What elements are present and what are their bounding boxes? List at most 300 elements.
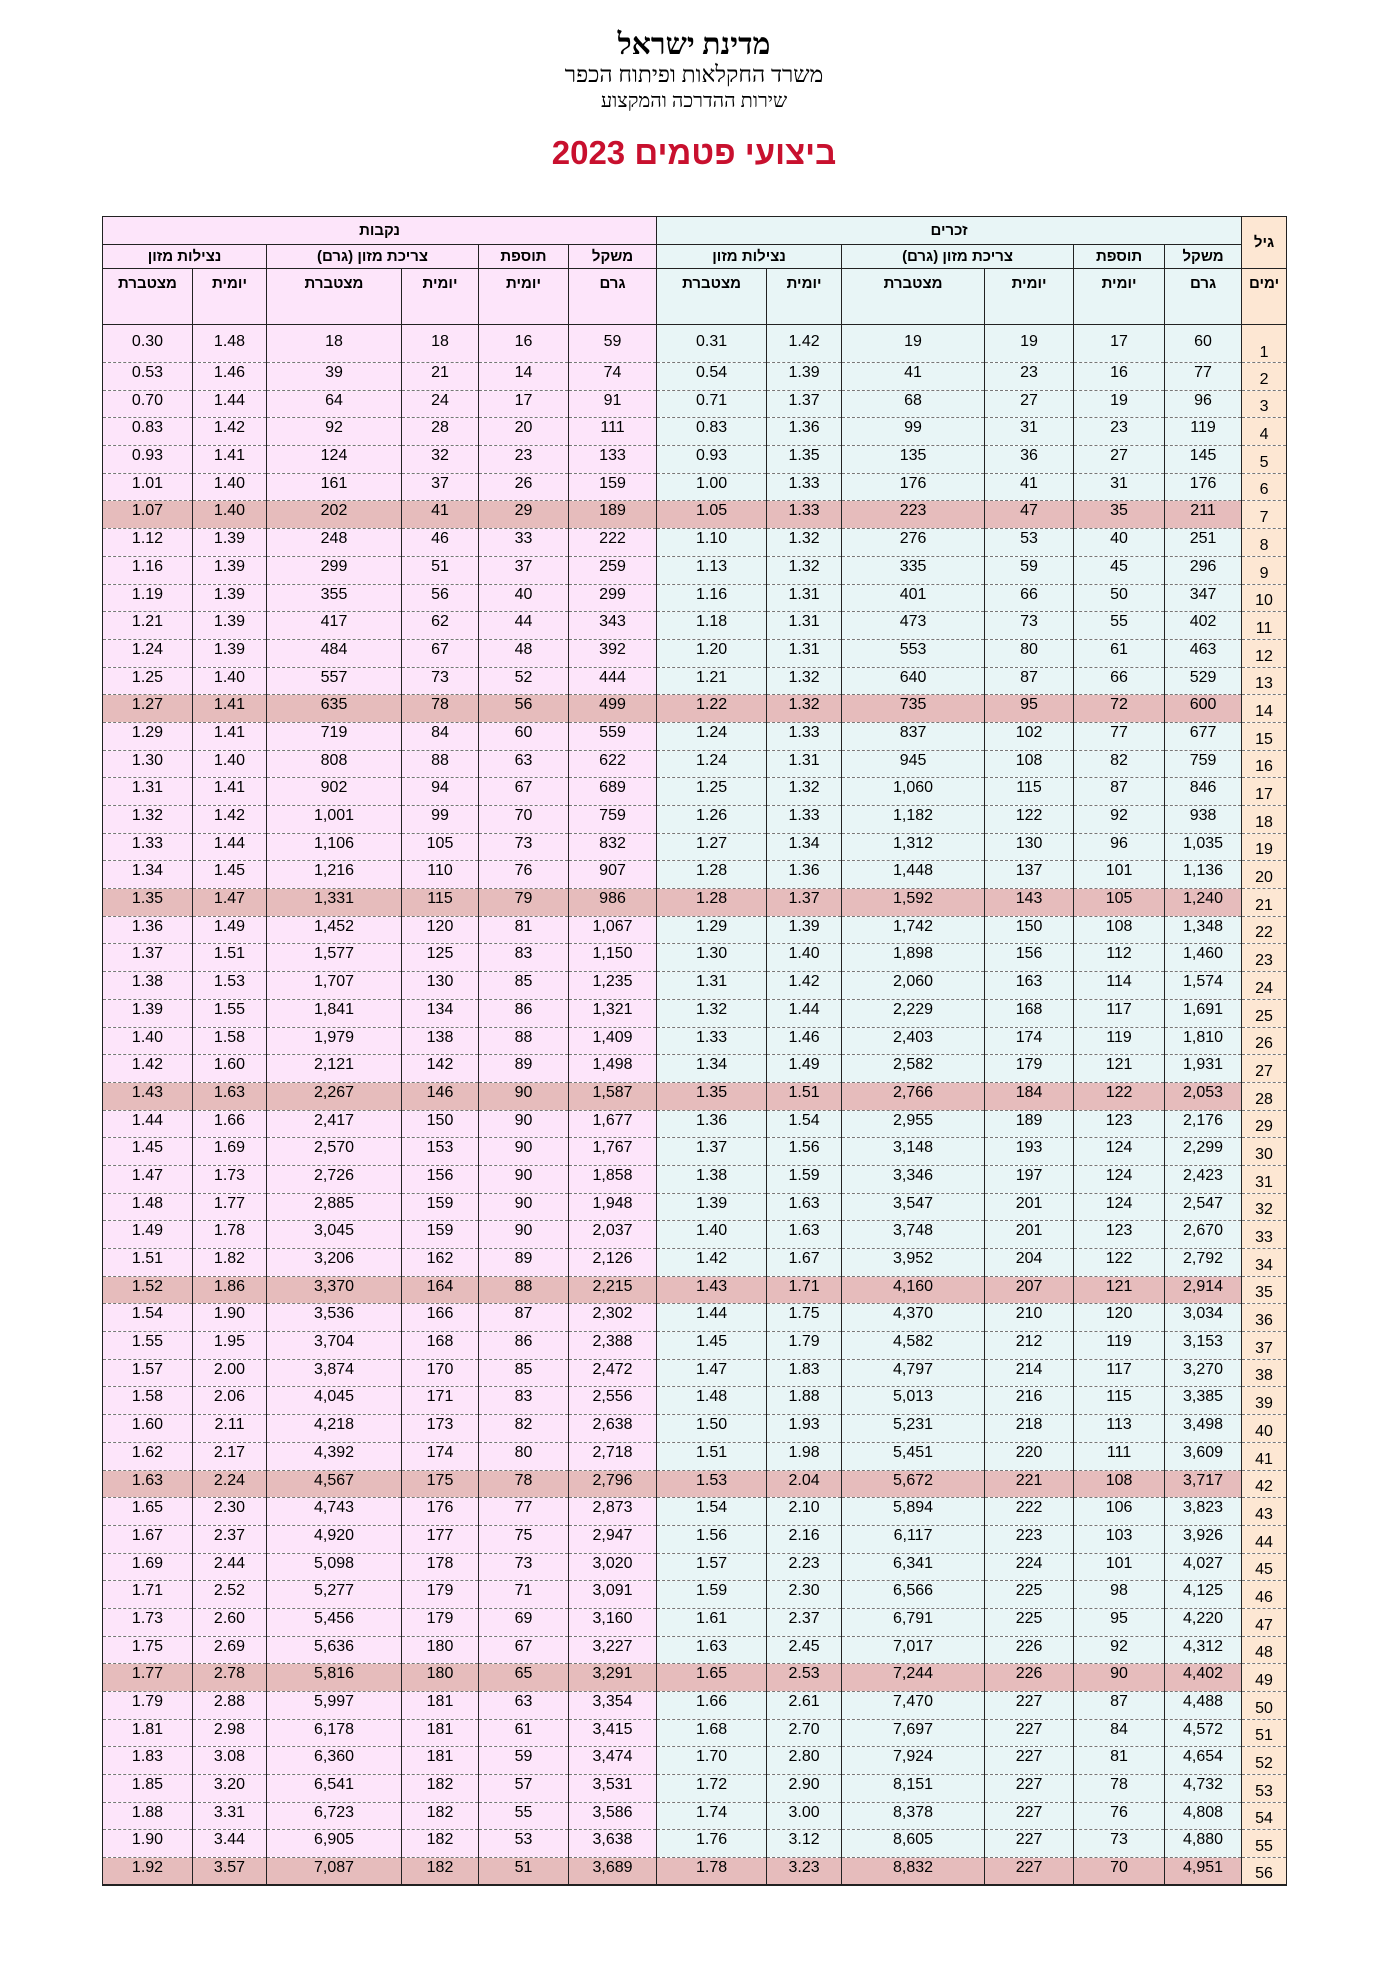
female-daily-conversion-cell: 1.58	[193, 1027, 267, 1055]
male-cumulative-conversion-cell: 1.32	[657, 999, 767, 1027]
male-daily-conversion-cell: 1.59	[767, 1165, 842, 1193]
male-weight-cell: 759	[1165, 750, 1242, 778]
female-daily-conversion-cell: 1.73	[193, 1165, 267, 1193]
male-cumulative-feed-cell: 223	[842, 501, 985, 529]
age-day-cell: 17	[1242, 778, 1287, 806]
female-daily-conversion-cell: 1.78	[193, 1221, 267, 1249]
table-row	[103, 1498, 1287, 1526]
male-gain-cell: 98	[1074, 1581, 1165, 1609]
female-cumulative-feed-cell: 5,997	[267, 1692, 402, 1720]
male-cumulative-feed-cell: 4,797	[842, 1359, 985, 1387]
male-daily-conversion-cell: 1.63	[767, 1193, 842, 1221]
table-row	[103, 999, 1287, 1027]
female-cumulative-conversion-cell: 1.75	[103, 1636, 193, 1664]
female-cumulative-conversion-cell: 1.85	[103, 1775, 193, 1803]
age-day-cell: 19	[1242, 833, 1287, 861]
male-cumulative-feed-cell: 735	[842, 695, 985, 723]
female-daily-conversion-cell: 2.52	[193, 1581, 267, 1609]
female-cumulative-conversion-cell: 1.12	[103, 529, 193, 557]
male-cumulative-conversion-cell: 1.44	[657, 1304, 767, 1332]
male-cumulative-feed-cell: 41	[842, 363, 985, 391]
female-cumulative-feed-cell: 3,045	[267, 1221, 402, 1249]
male-daily-conversion-cell: 2.80	[767, 1747, 842, 1775]
male-cumulative-conversion-cell: 1.26	[657, 806, 767, 834]
male-gain-cell: 113	[1074, 1415, 1165, 1443]
female-daily-feed-cell: 67	[402, 639, 479, 667]
female-daily-conversion-cell: 1.55	[193, 999, 267, 1027]
male-weight-cell: 2,792	[1165, 1249, 1242, 1277]
male-gain-cell: 84	[1074, 1719, 1165, 1747]
female-daily-feed-cell: 78	[402, 695, 479, 723]
male-conv-cumulative-header: מצטברת	[657, 269, 767, 325]
male-cumulative-conversion-cell: 1.18	[657, 612, 767, 640]
male-daily-conversion-cell: 1.44	[767, 999, 842, 1027]
female-gain-cell: 44	[479, 612, 569, 640]
female-feed-conversion-header: נצילות מזון	[103, 245, 267, 269]
female-cumulative-feed-cell: 64	[267, 390, 402, 418]
table-row	[103, 325, 1287, 363]
male-gain-cell: 61	[1074, 639, 1165, 667]
male-daily-feed-cell: 189	[985, 1110, 1074, 1138]
male-daily-feed-cell: 168	[985, 999, 1074, 1027]
male-cumulative-feed-cell: 7,924	[842, 1747, 985, 1775]
male-gain-cell: 121	[1074, 1055, 1165, 1083]
male-daily-conversion-cell: 1.37	[767, 889, 842, 917]
female-weight-cell: 1,150	[569, 944, 657, 972]
age-day-cell: 38	[1242, 1359, 1287, 1387]
female-cumulative-feed-cell: 5,456	[267, 1608, 402, 1636]
male-cumulative-feed-cell: 2,955	[842, 1110, 985, 1138]
male-weight-cell: 3,717	[1165, 1470, 1242, 1498]
male-cumulative-conversion-cell: 1.54	[657, 1498, 767, 1526]
table-row	[103, 1249, 1287, 1277]
female-cumulative-feed-cell: 2,267	[267, 1082, 402, 1110]
female-weight-cell: 74	[569, 363, 657, 391]
female-cumulative-feed-cell: 6,723	[267, 1802, 402, 1830]
table-row	[103, 1193, 1287, 1221]
male-cumulative-conversion-cell: 1.66	[657, 1692, 767, 1720]
female-daily-conversion-cell: 1.45	[193, 861, 267, 889]
table-row	[103, 944, 1287, 972]
female-daily-feed-cell: 166	[402, 1304, 479, 1332]
male-cumulative-feed-cell: 2,582	[842, 1055, 985, 1083]
male-cumulative-conversion-cell: 1.65	[657, 1664, 767, 1692]
table-row	[103, 1082, 1287, 1110]
male-cumulative-feed-cell: 2,403	[842, 1027, 985, 1055]
female-daily-conversion-cell: 1.40	[193, 501, 267, 529]
female-gain-cell: 86	[479, 1332, 569, 1360]
male-daily-conversion-cell: 1.40	[767, 944, 842, 972]
female-weight-cell: 1,948	[569, 1193, 657, 1221]
female-gain-cell: 90	[479, 1165, 569, 1193]
female-weight-cell: 1,587	[569, 1082, 657, 1110]
female-cumulative-feed-cell: 2,726	[267, 1165, 402, 1193]
male-weight-cell: 4,402	[1165, 1664, 1242, 1692]
male-daily-conversion-cell: 3.12	[767, 1830, 842, 1858]
male-daily-conversion-cell: 2.16	[767, 1525, 842, 1553]
female-daily-feed-cell: 37	[402, 473, 479, 501]
male-daily-conversion-cell: 1.56	[767, 1138, 842, 1166]
male-cumulative-conversion-cell: 0.31	[657, 325, 767, 363]
female-daily-conversion-cell: 2.06	[193, 1387, 267, 1415]
female-gain-cell: 88	[479, 1027, 569, 1055]
male-daily-conversion-cell: 1.39	[767, 916, 842, 944]
male-cumulative-feed-cell: 99	[842, 418, 985, 446]
female-weight-cell: 1,858	[569, 1165, 657, 1193]
female-gain-cell: 86	[479, 999, 569, 1027]
male-cumulative-conversion-cell: 1.22	[657, 695, 767, 723]
male-cumulative-feed-cell: 8,832	[842, 1858, 985, 1886]
male-cumulative-conversion-cell: 1.39	[657, 1193, 767, 1221]
female-cumulative-feed-cell: 2,417	[267, 1110, 402, 1138]
male-weight-cell: 529	[1165, 667, 1242, 695]
table-row	[103, 501, 1287, 529]
age-day-cell: 22	[1242, 916, 1287, 944]
male-cumulative-conversion-cell: 1.28	[657, 889, 767, 917]
male-weight-cell: 1,691	[1165, 999, 1242, 1027]
male-cumulative-conversion-cell: 1.43	[657, 1276, 767, 1304]
days-header: ימים	[1242, 269, 1287, 325]
female-daily-conversion-cell: 1.41	[193, 695, 267, 723]
female-daily-feed-cell: 146	[402, 1082, 479, 1110]
male-weight-cell: 4,220	[1165, 1608, 1242, 1636]
male-gain-cell: 124	[1074, 1193, 1165, 1221]
female-daily-feed-cell: 168	[402, 1332, 479, 1360]
male-daily-feed-cell: 156	[985, 944, 1074, 972]
age-day-cell: 8	[1242, 529, 1287, 557]
table-row	[103, 750, 1287, 778]
male-gain-cell: 73	[1074, 1830, 1165, 1858]
female-gain-cell: 48	[479, 639, 569, 667]
female-cumulative-conversion-cell: 1.92	[103, 1858, 193, 1886]
table-row	[103, 418, 1287, 446]
female-cumulative-conversion-cell: 0.93	[103, 446, 193, 474]
female-gain-cell: 85	[479, 1359, 569, 1387]
female-daily-conversion-cell: 3.08	[193, 1747, 267, 1775]
male-cumulative-conversion-cell: 1.27	[657, 833, 767, 861]
table-row	[103, 1359, 1287, 1387]
male-weight-cell: 2,423	[1165, 1165, 1242, 1193]
male-gain-header: תוספת	[1074, 245, 1165, 269]
female-cumulative-feed-cell: 5,816	[267, 1664, 402, 1692]
male-cumulative-conversion-cell: 1.36	[657, 1110, 767, 1138]
age-day-cell: 3	[1242, 390, 1287, 418]
female-cumulative-feed-cell: 6,541	[267, 1775, 402, 1803]
female-cumulative-feed-cell: 2,885	[267, 1193, 402, 1221]
page-title: ביצועי פטמים 2023	[551, 134, 837, 171]
age-day-cell: 37	[1242, 1332, 1287, 1360]
male-daily-feed-cell: 225	[985, 1581, 1074, 1609]
male-weight-cell: 60	[1165, 325, 1242, 363]
male-daily-conversion-cell: 1.35	[767, 446, 842, 474]
male-cumulative-feed-cell: 3,148	[842, 1138, 985, 1166]
female-cumulative-conversion-cell: 1.27	[103, 695, 193, 723]
male-gain-cell: 112	[1074, 944, 1165, 972]
female-cumulative-conversion-cell: 1.54	[103, 1304, 193, 1332]
male-weight-cell: 4,312	[1165, 1636, 1242, 1664]
male-daily-feed-cell: 227	[985, 1802, 1074, 1830]
male-daily-conversion-cell: 1.32	[767, 529, 842, 557]
female-cumulative-conversion-cell: 1.44	[103, 1110, 193, 1138]
female-gain-cell: 85	[479, 972, 569, 1000]
female-cumulative-conversion-cell: 1.21	[103, 612, 193, 640]
male-daily-conversion-cell: 2.53	[767, 1664, 842, 1692]
female-gain-cell: 73	[479, 833, 569, 861]
female-daily-conversion-cell: 1.39	[193, 584, 267, 612]
female-cumulative-feed-cell: 1,106	[267, 833, 402, 861]
female-weight-cell: 3,638	[569, 1830, 657, 1858]
male-cumulative-feed-cell: 553	[842, 639, 985, 667]
female-cumulative-conversion-cell: 1.58	[103, 1387, 193, 1415]
female-weight-cell: 986	[569, 889, 657, 917]
female-daily-feed-cell: 180	[402, 1636, 479, 1664]
male-weight-cell: 600	[1165, 695, 1242, 723]
female-cumulative-feed-cell: 1,331	[267, 889, 402, 917]
female-gain-cell: 17	[479, 390, 569, 418]
male-cumulative-feed-cell: 473	[842, 612, 985, 640]
female-daily-conversion-cell: 2.24	[193, 1470, 267, 1498]
female-gain-daily-header: יומית	[479, 269, 569, 325]
male-weight-cell: 2,670	[1165, 1221, 1242, 1249]
female-cumulative-conversion-cell: 1.71	[103, 1581, 193, 1609]
table-row	[103, 1608, 1287, 1636]
female-gain-cell: 88	[479, 1276, 569, 1304]
table-row	[103, 1027, 1287, 1055]
male-weight-cell: 3,270	[1165, 1359, 1242, 1387]
male-daily-conversion-cell: 1.75	[767, 1304, 842, 1332]
male-gain-cell: 106	[1074, 1498, 1165, 1526]
female-cumulative-feed-cell: 355	[267, 584, 402, 612]
female-gain-cell: 20	[479, 418, 569, 446]
male-daily-conversion-cell: 1.71	[767, 1276, 842, 1304]
male-gain-cell: 70	[1074, 1858, 1165, 1886]
female-daily-conversion-cell: 2.69	[193, 1636, 267, 1664]
female-cumulative-conversion-cell: 1.30	[103, 750, 193, 778]
table-row	[103, 861, 1287, 889]
male-cumulative-feed-cell: 7,697	[842, 1719, 985, 1747]
male-cumulative-conversion-cell: 0.54	[657, 363, 767, 391]
male-cumulative-feed-cell: 1,898	[842, 944, 985, 972]
male-daily-conversion-cell: 1.83	[767, 1359, 842, 1387]
male-gain-cell: 117	[1074, 999, 1165, 1027]
female-weight-cell: 3,227	[569, 1636, 657, 1664]
female-cumulative-feed-cell: 6,178	[267, 1719, 402, 1747]
table-row	[103, 1332, 1287, 1360]
female-gain-cell: 81	[479, 916, 569, 944]
male-daily-feed-cell: 193	[985, 1138, 1074, 1166]
age-day-cell: 24	[1242, 972, 1287, 1000]
male-daily-feed-cell: 218	[985, 1415, 1074, 1443]
female-cumulative-conversion-cell: 1.48	[103, 1193, 193, 1221]
table-row	[103, 556, 1287, 584]
female-daily-conversion-cell: 3.31	[193, 1802, 267, 1830]
female-cumulative-feed-cell: 1,001	[267, 806, 402, 834]
male-cumulative-conversion-cell: 1.45	[657, 1332, 767, 1360]
male-daily-conversion-cell: 1.79	[767, 1332, 842, 1360]
male-conv-daily-header: יומית	[767, 269, 842, 325]
male-cumulative-feed-cell: 2,229	[842, 999, 985, 1027]
female-cumulative-conversion-cell: 1.67	[103, 1525, 193, 1553]
male-weight-cell: 2,914	[1165, 1276, 1242, 1304]
female-cumulative-feed-cell: 6,360	[267, 1747, 402, 1775]
male-weight-cell: 145	[1165, 446, 1242, 474]
male-cumulative-conversion-cell: 1.13	[657, 556, 767, 584]
female-daily-feed-cell: 182	[402, 1830, 479, 1858]
age-day-cell: 51	[1242, 1719, 1287, 1747]
female-weight-cell: 622	[569, 750, 657, 778]
male-gain-cell: 87	[1074, 1692, 1165, 1720]
table-row	[103, 889, 1287, 917]
female-cumulative-feed-cell: 3,536	[267, 1304, 402, 1332]
female-cumulative-conversion-cell: 1.43	[103, 1082, 193, 1110]
age-day-cell: 36	[1242, 1304, 1287, 1332]
male-daily-feed-cell: 73	[985, 612, 1074, 640]
female-gain-cell: 76	[479, 861, 569, 889]
male-daily-conversion-cell: 1.49	[767, 1055, 842, 1083]
female-cumulative-feed-cell: 7,087	[267, 1858, 402, 1886]
female-gain-cell: 63	[479, 750, 569, 778]
age-day-cell: 33	[1242, 1221, 1287, 1249]
male-daily-feed-cell: 31	[985, 418, 1074, 446]
male-cumulative-feed-cell: 1,182	[842, 806, 985, 834]
male-gain-cell: 66	[1074, 667, 1165, 695]
male-feed-consumption-header: צריכת מזון (גרם)	[842, 245, 1074, 269]
male-daily-feed-cell: 59	[985, 556, 1074, 584]
age-day-cell: 23	[1242, 944, 1287, 972]
male-daily-feed-cell: 19	[985, 325, 1074, 363]
female-weight-cell: 111	[569, 418, 657, 446]
age-day-cell: 49	[1242, 1664, 1287, 1692]
female-daily-conversion-cell: 1.42	[193, 418, 267, 446]
female-weight-cell: 3,474	[569, 1747, 657, 1775]
female-gain-cell: 67	[479, 1636, 569, 1664]
age-day-cell: 41	[1242, 1442, 1287, 1470]
male-weight-cell: 3,498	[1165, 1415, 1242, 1443]
female-daily-feed-cell: 115	[402, 889, 479, 917]
female-weight-cell: 189	[569, 501, 657, 529]
female-daily-conversion-cell: 2.17	[193, 1442, 267, 1470]
female-gain-cell: 78	[479, 1470, 569, 1498]
age-day-cell: 32	[1242, 1193, 1287, 1221]
female-weight-cell: 3,689	[569, 1858, 657, 1886]
male-cumulative-feed-cell: 8,378	[842, 1802, 985, 1830]
female-daily-feed-cell: 179	[402, 1608, 479, 1636]
male-cumulative-feed-cell: 1,742	[842, 916, 985, 944]
male-gain-cell: 122	[1074, 1249, 1165, 1277]
table-row	[103, 722, 1287, 750]
male-daily-feed-cell: 212	[985, 1332, 1074, 1360]
female-feed-consumption-header: צריכת מזון (גרם)	[267, 245, 479, 269]
male-gain-cell: 95	[1074, 1608, 1165, 1636]
female-daily-feed-cell: 181	[402, 1747, 479, 1775]
male-weight-cell: 96	[1165, 390, 1242, 418]
male-weight-grams-header: גרם	[1165, 269, 1242, 325]
male-daily-feed-cell: 214	[985, 1359, 1074, 1387]
female-gain-cell: 71	[479, 1581, 569, 1609]
female-weight-cell: 59	[569, 325, 657, 363]
male-cumulative-feed-cell: 6,117	[842, 1525, 985, 1553]
female-daily-feed-cell: 138	[402, 1027, 479, 1055]
female-daily-feed-cell: 94	[402, 778, 479, 806]
male-daily-conversion-cell: 1.98	[767, 1442, 842, 1470]
female-cumulative-conversion-cell: 1.31	[103, 778, 193, 806]
male-gain-cell: 31	[1074, 473, 1165, 501]
male-daily-feed-cell: 227	[985, 1775, 1074, 1803]
female-cumulative-conversion-cell: 1.33	[103, 833, 193, 861]
female-cumulative-feed-cell: 808	[267, 750, 402, 778]
male-cumulative-conversion-cell: 0.93	[657, 446, 767, 474]
female-cumulative-conversion-cell: 1.01	[103, 473, 193, 501]
male-weight-cell: 119	[1165, 418, 1242, 446]
male-gain-cell: 17	[1074, 325, 1165, 363]
female-cumulative-feed-cell: 557	[267, 667, 402, 695]
male-cumulative-conversion-cell: 1.00	[657, 473, 767, 501]
male-cumulative-conversion-cell: 1.63	[657, 1636, 767, 1664]
male-gain-cell: 101	[1074, 861, 1165, 889]
female-gain-cell: 83	[479, 1387, 569, 1415]
male-daily-conversion-cell: 1.37	[767, 390, 842, 418]
female-daily-feed-cell: 88	[402, 750, 479, 778]
female-cumulative-feed-cell: 4,567	[267, 1470, 402, 1498]
male-cumulative-feed-cell: 1,592	[842, 889, 985, 917]
male-daily-conversion-cell: 1.34	[767, 833, 842, 861]
male-cumulative-feed-cell: 3,547	[842, 1193, 985, 1221]
male-weight-cell: 251	[1165, 529, 1242, 557]
female-daily-conversion-cell: 1.39	[193, 556, 267, 584]
male-cumulative-conversion-cell: 1.53	[657, 1470, 767, 1498]
age-day-cell: 5	[1242, 446, 1287, 474]
female-daily-feed-cell: 171	[402, 1387, 479, 1415]
female-weight-cell: 1,498	[569, 1055, 657, 1083]
male-cumulative-feed-cell: 4,370	[842, 1304, 985, 1332]
female-cumulative-conversion-cell: 1.40	[103, 1027, 193, 1055]
male-daily-feed-cell: 210	[985, 1304, 1074, 1332]
table-row	[103, 1553, 1287, 1581]
male-daily-conversion-cell: 1.31	[767, 750, 842, 778]
male-gain-cell: 96	[1074, 833, 1165, 861]
table-row	[103, 1525, 1287, 1553]
female-gain-cell: 37	[479, 556, 569, 584]
male-cumulative-conversion-cell: 1.05	[657, 501, 767, 529]
male-cumulative-feed-cell: 5,672	[842, 1470, 985, 1498]
female-gain-cell: 70	[479, 806, 569, 834]
female-daily-feed-cell: 110	[402, 861, 479, 889]
age-day-cell: 26	[1242, 1027, 1287, 1055]
female-cumulative-conversion-cell: 1.25	[103, 667, 193, 695]
male-gain-cell: 114	[1074, 972, 1165, 1000]
male-cumulative-feed-cell: 3,748	[842, 1221, 985, 1249]
male-daily-feed-cell: 220	[985, 1442, 1074, 1470]
male-gain-cell: 35	[1074, 501, 1165, 529]
male-daily-conversion-cell: 1.93	[767, 1415, 842, 1443]
ministry-name: משרד החקלאות ופיתוח הכפר	[564, 62, 824, 87]
male-gain-cell: 115	[1074, 1387, 1165, 1415]
male-cumulative-conversion-cell: 1.51	[657, 1442, 767, 1470]
male-daily-feed-cell: 174	[985, 1027, 1074, 1055]
female-daily-feed-cell: 176	[402, 1498, 479, 1526]
female-cumulative-feed-cell: 635	[267, 695, 402, 723]
male-daily-feed-cell: 207	[985, 1276, 1074, 1304]
male-daily-feed-cell: 227	[985, 1692, 1074, 1720]
male-cumulative-conversion-cell: 1.74	[657, 1802, 767, 1830]
age-day-cell: 50	[1242, 1692, 1287, 1720]
male-daily-conversion-cell: 1.31	[767, 612, 842, 640]
male-weight-cell: 402	[1165, 612, 1242, 640]
male-weight-cell: 3,153	[1165, 1332, 1242, 1360]
female-daily-feed-cell: 56	[402, 584, 479, 612]
male-daily-conversion-cell: 2.04	[767, 1470, 842, 1498]
male-cumulative-conversion-cell: 1.48	[657, 1387, 767, 1415]
